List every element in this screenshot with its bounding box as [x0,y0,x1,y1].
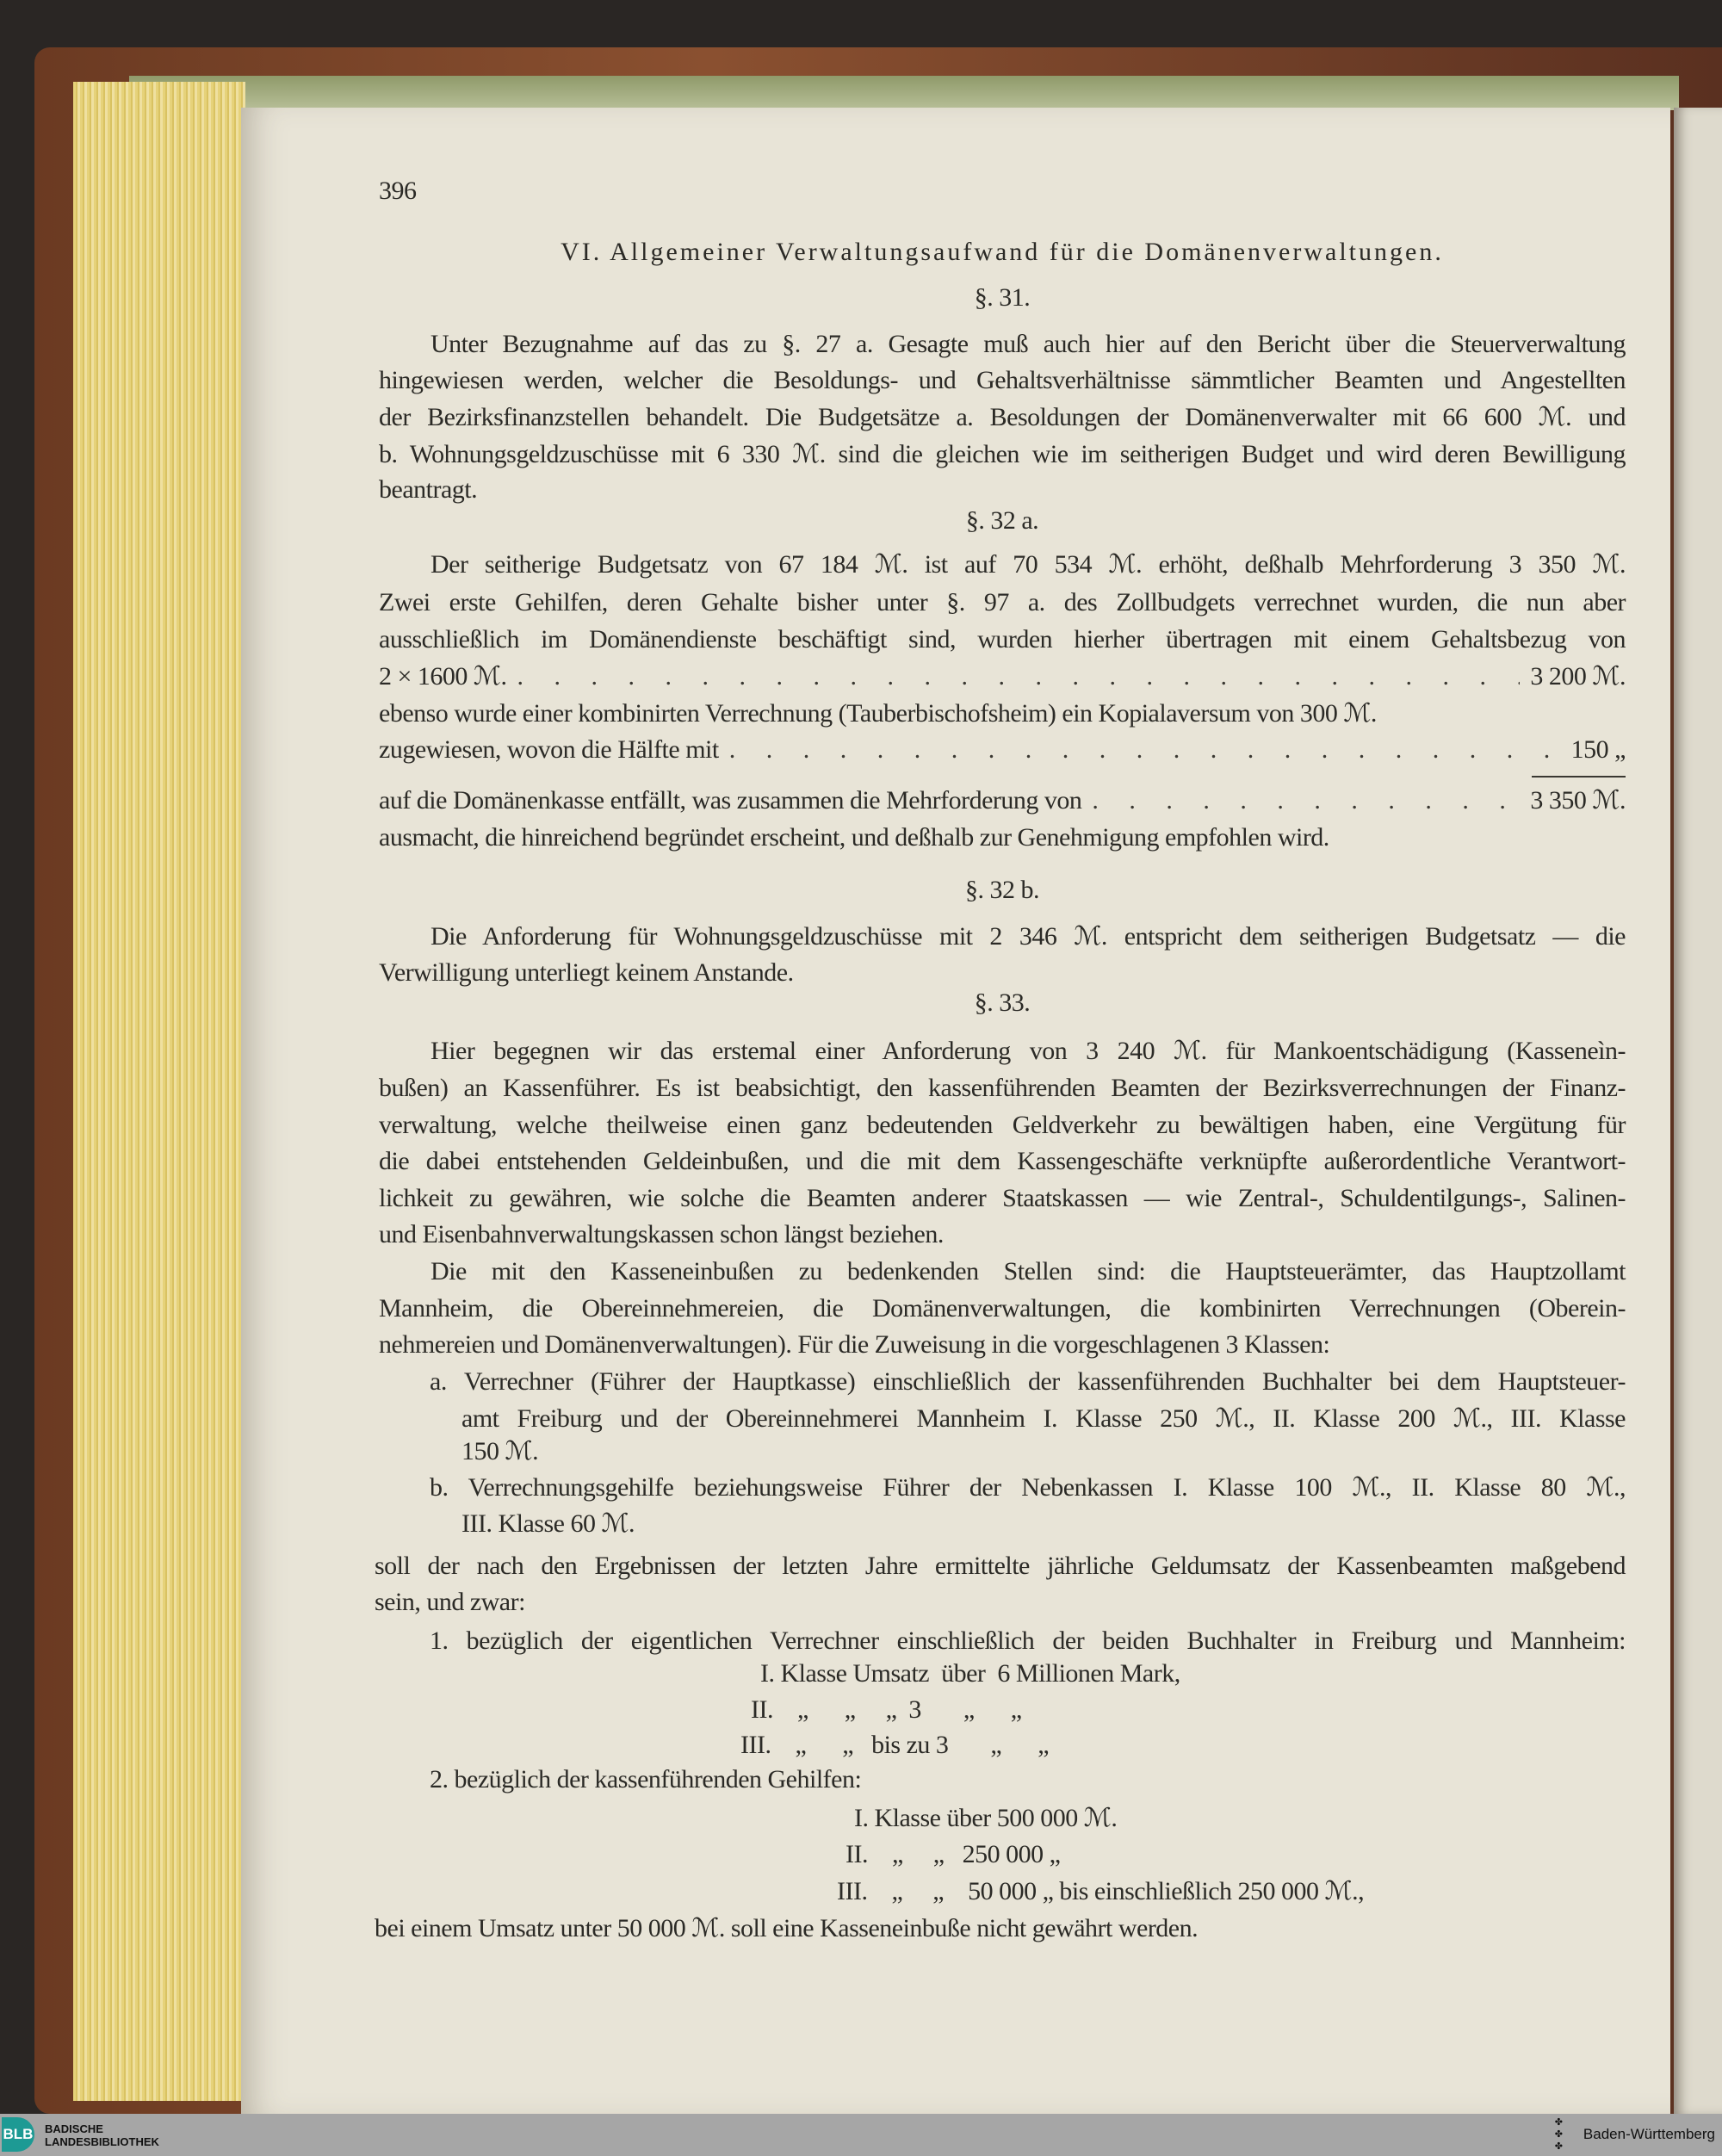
sum-rule [1532,776,1626,778]
blb-logo[interactable]: BLB [2,2117,34,2152]
text-line: b. Wohnungsgeldzuschüsse mit 6 330 ℳ. sind die gleichen wie im seitherigen Budget und wird deren Bewilligung [379,440,1626,468]
list-item-a-cont: 150 ℳ. [461,1437,539,1465]
section-title-32b: §. 32 b. [965,876,1039,904]
text-line: beantragt. [379,475,478,504]
state-logo-text[interactable]: Baden-Württemberg [1583,2126,1715,2142]
dot-leader [729,734,1561,765]
text-line: Hier begegnen wir das erstemal einer Anforderung von 3 240 ℳ. für Mankoentschädigung (Kasseneìn- [430,1037,1626,1065]
section-title-32a: §. 32 a. [965,506,1039,535]
leader-amount: 3 350 ℳ. [1530,786,1626,815]
text-line: Zwei erste Gehilfen, deren Gehalte bisher unter §. 97 a. des Zollbudgets verrechnet wurden, die nun aber [379,588,1626,616]
leader-line [379,785,1626,816]
text-line: Mannheim, die Obereinnehmereien, die Domänenverwaltungen, die kombinirten Verrechnungen (Oberein- [379,1294,1626,1323]
group-2-row: I. Klasse über 500 000 ℳ. [854,1804,1118,1832]
dot-leader [517,661,1521,692]
text-line: Die Anforderung für Wohnungsgeldzuschüsse mit 2 346 ℳ. entspricht dem seitherigen Budgetsatz — die [430,922,1626,951]
text-line: lichkeit zu gewähren, wie solche die Beamten anderer Staatskassen — wie Zentral-, Schuldentilgungs-, Salinen- [379,1184,1626,1212]
leader-text: auf die Domänenkasse entfällt, was zusammen die Mehrforderung von [379,786,1082,815]
group-2-row: II. „ „ 250 000 „ [846,1840,1061,1868]
text-line: der Bezirksfinanzstellen behandelt. Die Budgetsätze a. Besoldungen der Domänenverwalter mit 66 600 ℳ. und [379,403,1626,431]
section-title-31: §. 31. [974,283,1031,312]
footer-bar [0,2114,1722,2156]
leader-text: zugewiesen, wovon die Hälfte mit [379,735,719,764]
text-line: und Eisenbahnverwaltungskassen schon längst beziehen. [379,1220,944,1248]
list-item-b-cont: III. Klasse 60 ℳ. [461,1509,635,1538]
group-2-intro: 2. bezüglich der kassenführenden Gehilfen: [430,1765,862,1794]
leader-amount: 150 „ [1570,735,1626,764]
text-line: sein, und zwar: [375,1588,525,1616]
lions-crest-icon: ✤ ✤ ✤ [1554,2117,1563,2152]
text-line: verwaltung, welche theilweise einen ganz bedeutenden Geldverkehr zu bewältigen haben, eine Vergütung für [379,1111,1626,1139]
text-line: ausschließlich im Domänendienste beschäftigt sind, wurden hierher übertragen mit einem Gehaltsbezug von [379,625,1626,654]
text-line: hingewiesen werden, welcher die Besoldungs- und Gehaltsverhältnisse sämmtlicher Beamten und Angestellten [379,366,1626,394]
leader-text: 2 × 1600 ℳ. [379,662,507,691]
text-line: Unter Bezugnahme auf das zu §. 27 a. Gesagte muß auch hier auf den Bericht über die Steuerverwaltung [430,330,1626,358]
page-number: 396 [379,177,417,205]
section-heading: VI. Allgemeiner Verwaltungsaufwand für die Domänenverwaltungen. [561,238,1444,266]
text-line: ausmacht, die hinreichend begründet erscheint, und deßhalb zur Genehmigung empfohlen wird. [379,823,1329,852]
text-line: bußen) an Kassenführer. Es ist beabsichtigt, den kassenführenden Beamten der Bezirksverrechnungen der Finanz- [379,1074,1626,1102]
page-edges [73,82,245,2101]
list-item-a-cont: amt Freiburg und der Obereinnehmerei Mannheim I. Klasse 250 ℳ., II. Klasse 200 ℳ., III. Klasse [461,1404,1626,1433]
closing-line: bei einem Umsatz unter 50 000 ℳ. soll eine Kasseneinbuße nicht gewährt werden. [375,1914,1199,1942]
group-1-intro: 1. bezüglich der eigentlichen Verrechner einschließlich der beiden Buchhalter in Freiburg und Mannheim: [430,1626,1626,1655]
library-name-line2: LANDESBIBLIOTHEK [45,2135,159,2148]
group-1-row: III. „ „ bis zu 3 „ „ [740,1731,1050,1759]
list-item-b: b. Verrechnungsgehilfe beziehungsweise Führer der Nebenkassen I. Klasse 100 ℳ., II. Klasse 80 ℳ., [430,1473,1626,1502]
text-line: nehmereien und Domänenverwaltungen). Für die Zuweisung in die vorgeschlagenen 3 Klassen: [379,1330,1330,1359]
text-line: Die mit den Kasseneinbußen zu bedenkenden Stellen sind: die Hauptsteuerämter, das Hauptzollamt [430,1257,1626,1286]
section-title-33: §. 33. [974,988,1031,1017]
dot-leader [1092,785,1520,816]
library-name-line1: BADISCHE [45,2122,103,2135]
group-1-row: II. „ „ „ 3 „ „ [751,1695,1022,1724]
library-name[interactable] [45,2122,159,2148]
book-top-edge [129,76,1679,110]
leader-line [379,661,1626,692]
group-2-row: III. „ „ 50 000 „ bis einschließlich 250 000 ℳ., [837,1877,1365,1905]
text-line: Verwilligung unterliegt keinem Anstande. [379,958,794,987]
text-line: soll der nach den Ergebnissen der letzten Jahre ermittelte jährliche Geldumsatz der Kassenbeamten maßgebend [375,1552,1626,1580]
text-line: Der seitherige Budgetsatz von 67 184 ℳ. ist auf 70 534 ℳ. erhöht, deßhalb Mehrforderung 3 350 ℳ. [430,550,1626,579]
text-line: die dabei entstehenden Geldeinbußen, und die mit dem Kassengeschäfte verknüpfte außerordentliche Verantwort- [379,1147,1626,1175]
leader-line [379,734,1626,765]
group-1-row: I. Klasse Umsatz über 6 Millionen Mark, [760,1659,1180,1688]
text-line: ebenso wurde einer kombinirten Verrechnung (Tauberbischofsheim) ein Kopialaversum von 300 ℳ. [379,699,1377,728]
leader-amount: 3 200 ℳ. [1530,662,1626,691]
list-item-a: a. Verrechner (Führer der Hauptkasse) einschließlich der kassenführenden Buchhalter bei dem Hauptsteuer- [430,1367,1626,1396]
